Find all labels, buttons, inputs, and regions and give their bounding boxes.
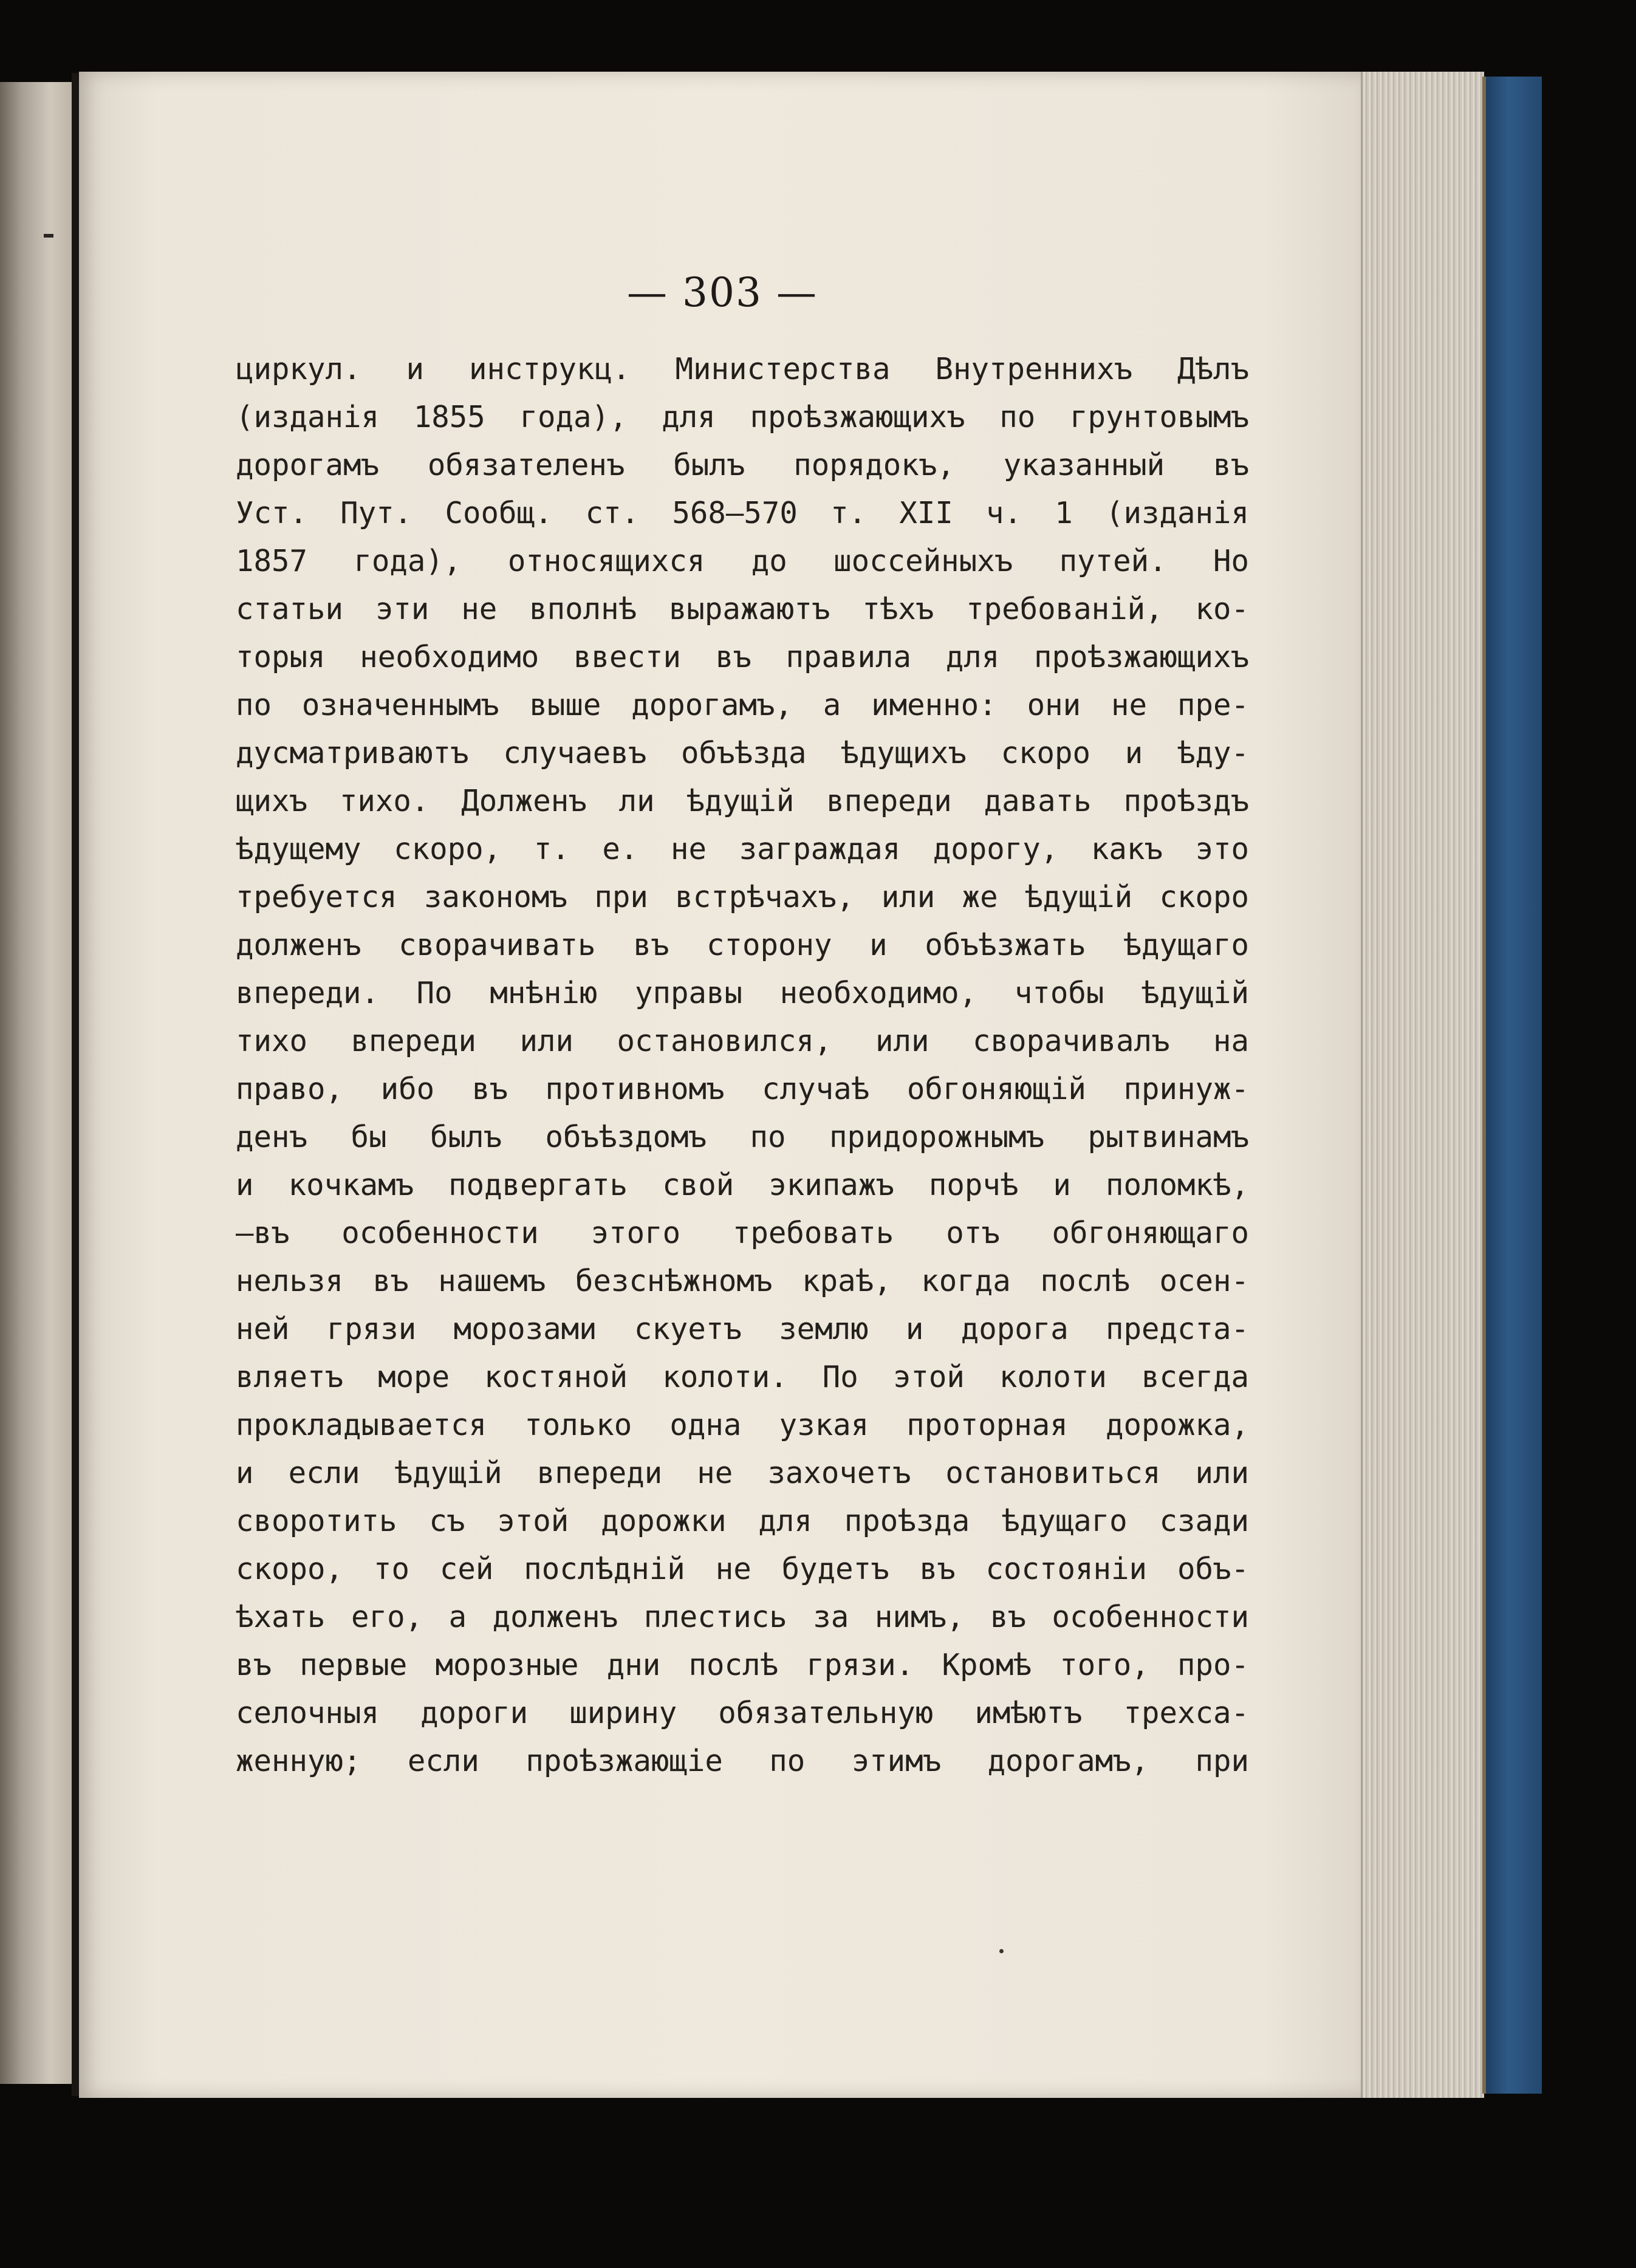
text-line: циркул. и инструкц. Министерства Внутреннихъ Дѣлъ <box>236 352 1249 386</box>
text-line: впереди. По мнѣнію управы необходимо, чтобы ѣдущій <box>236 976 1249 1010</box>
text-line: ѣхать его, а долженъ плестись за нимъ, въ особенности <box>236 1600 1249 1634</box>
text-line: вляетъ море костяной колоти. По этой колоти всегда <box>236 1360 1249 1394</box>
text-line: селочныя дороги ширину обязательную имѣютъ трехса- <box>236 1696 1249 1730</box>
text-line: ней грязи морозами скуетъ землю и дорога предста- <box>236 1312 1249 1346</box>
text-line: право, ибо въ противномъ случаѣ обгоняющій принуж- <box>236 1072 1249 1106</box>
paper-speck <box>999 1949 1004 1953</box>
page-block-edge <box>1361 72 1484 2098</box>
margin-mark <box>44 234 53 238</box>
page-body-text <box>236 345 1249 1785</box>
text-line: Уст. Пут. Сообщ. ст. 568—570 т. XII ч. 1 (изданія <box>236 496 1249 530</box>
text-line: своротить съ этой дорожки для проѣзда ѣдущаго сзади <box>236 1504 1249 1538</box>
text-line: долженъ сворачивать въ сторону и объѣзжать ѣдущаго <box>236 928 1249 962</box>
text-line: скоро, то сей послѣдній не будетъ въ состояніи объ- <box>236 1552 1249 1586</box>
text-line: по означеннымъ выше дорогамъ, а именно: они не пре- <box>236 688 1249 722</box>
text-line: требуется закономъ при встрѣчахъ, или же ѣдущій скоро <box>236 880 1249 914</box>
text-line: тихо впереди или остановился, или сворачивалъ на <box>236 1024 1249 1058</box>
text-line: (изданія 1855 года), для проѣзжающихъ по грунтовымъ <box>236 400 1249 434</box>
text-line: 1857 года), относящихся до шоссейныхъ путей. Но <box>236 544 1249 578</box>
text-line: нельзя въ нашемъ безснѣжномъ краѣ, когда послѣ осен- <box>236 1264 1249 1298</box>
text-line: статьи эти не вполнѣ выражаютъ тѣхъ требованій, ко- <box>236 592 1249 626</box>
text-line: въ первые морозные дни послѣ грязи. Кромѣ того, про- <box>236 1648 1249 1682</box>
book-cover <box>1482 77 1542 2094</box>
text-line: женную; если проѣзжающіе по этимъ дорогамъ, при <box>236 1744 1249 1778</box>
text-line: щихъ тихо. Долженъ ли ѣдущій впереди давать проѣздъ <box>236 784 1249 818</box>
text-line: ѣдущему скоро, т. е. не заграждая дорогу, какъ это <box>236 832 1249 866</box>
text-line: дорогамъ обязателенъ былъ порядокъ, указанный въ <box>236 448 1249 482</box>
text-line: —въ особенности этого требовать отъ обгоняющаго <box>236 1216 1249 1250</box>
previous-page-edge <box>0 82 74 2084</box>
text-line: денъ бы былъ объѣздомъ по придорожнымъ рытвинамъ <box>236 1120 1249 1154</box>
text-line: дусматриваютъ случаевъ объѣзда ѣдущихъ скоро и ѣду- <box>236 736 1249 770</box>
text-line: и кочкамъ подвергать свой экипажъ порчѣ и поломкѣ, <box>236 1168 1249 1202</box>
page-number: — 303 — <box>627 269 818 316</box>
text-line: торыя необходимо ввести въ правила для проѣзжающихъ <box>236 640 1249 674</box>
text-line: и если ѣдущій впереди не захочетъ остановиться или <box>236 1456 1249 1490</box>
text-line: прокладывается только одна узкая проторная дорожка, <box>236 1408 1249 1442</box>
book-page <box>79 72 1366 2098</box>
